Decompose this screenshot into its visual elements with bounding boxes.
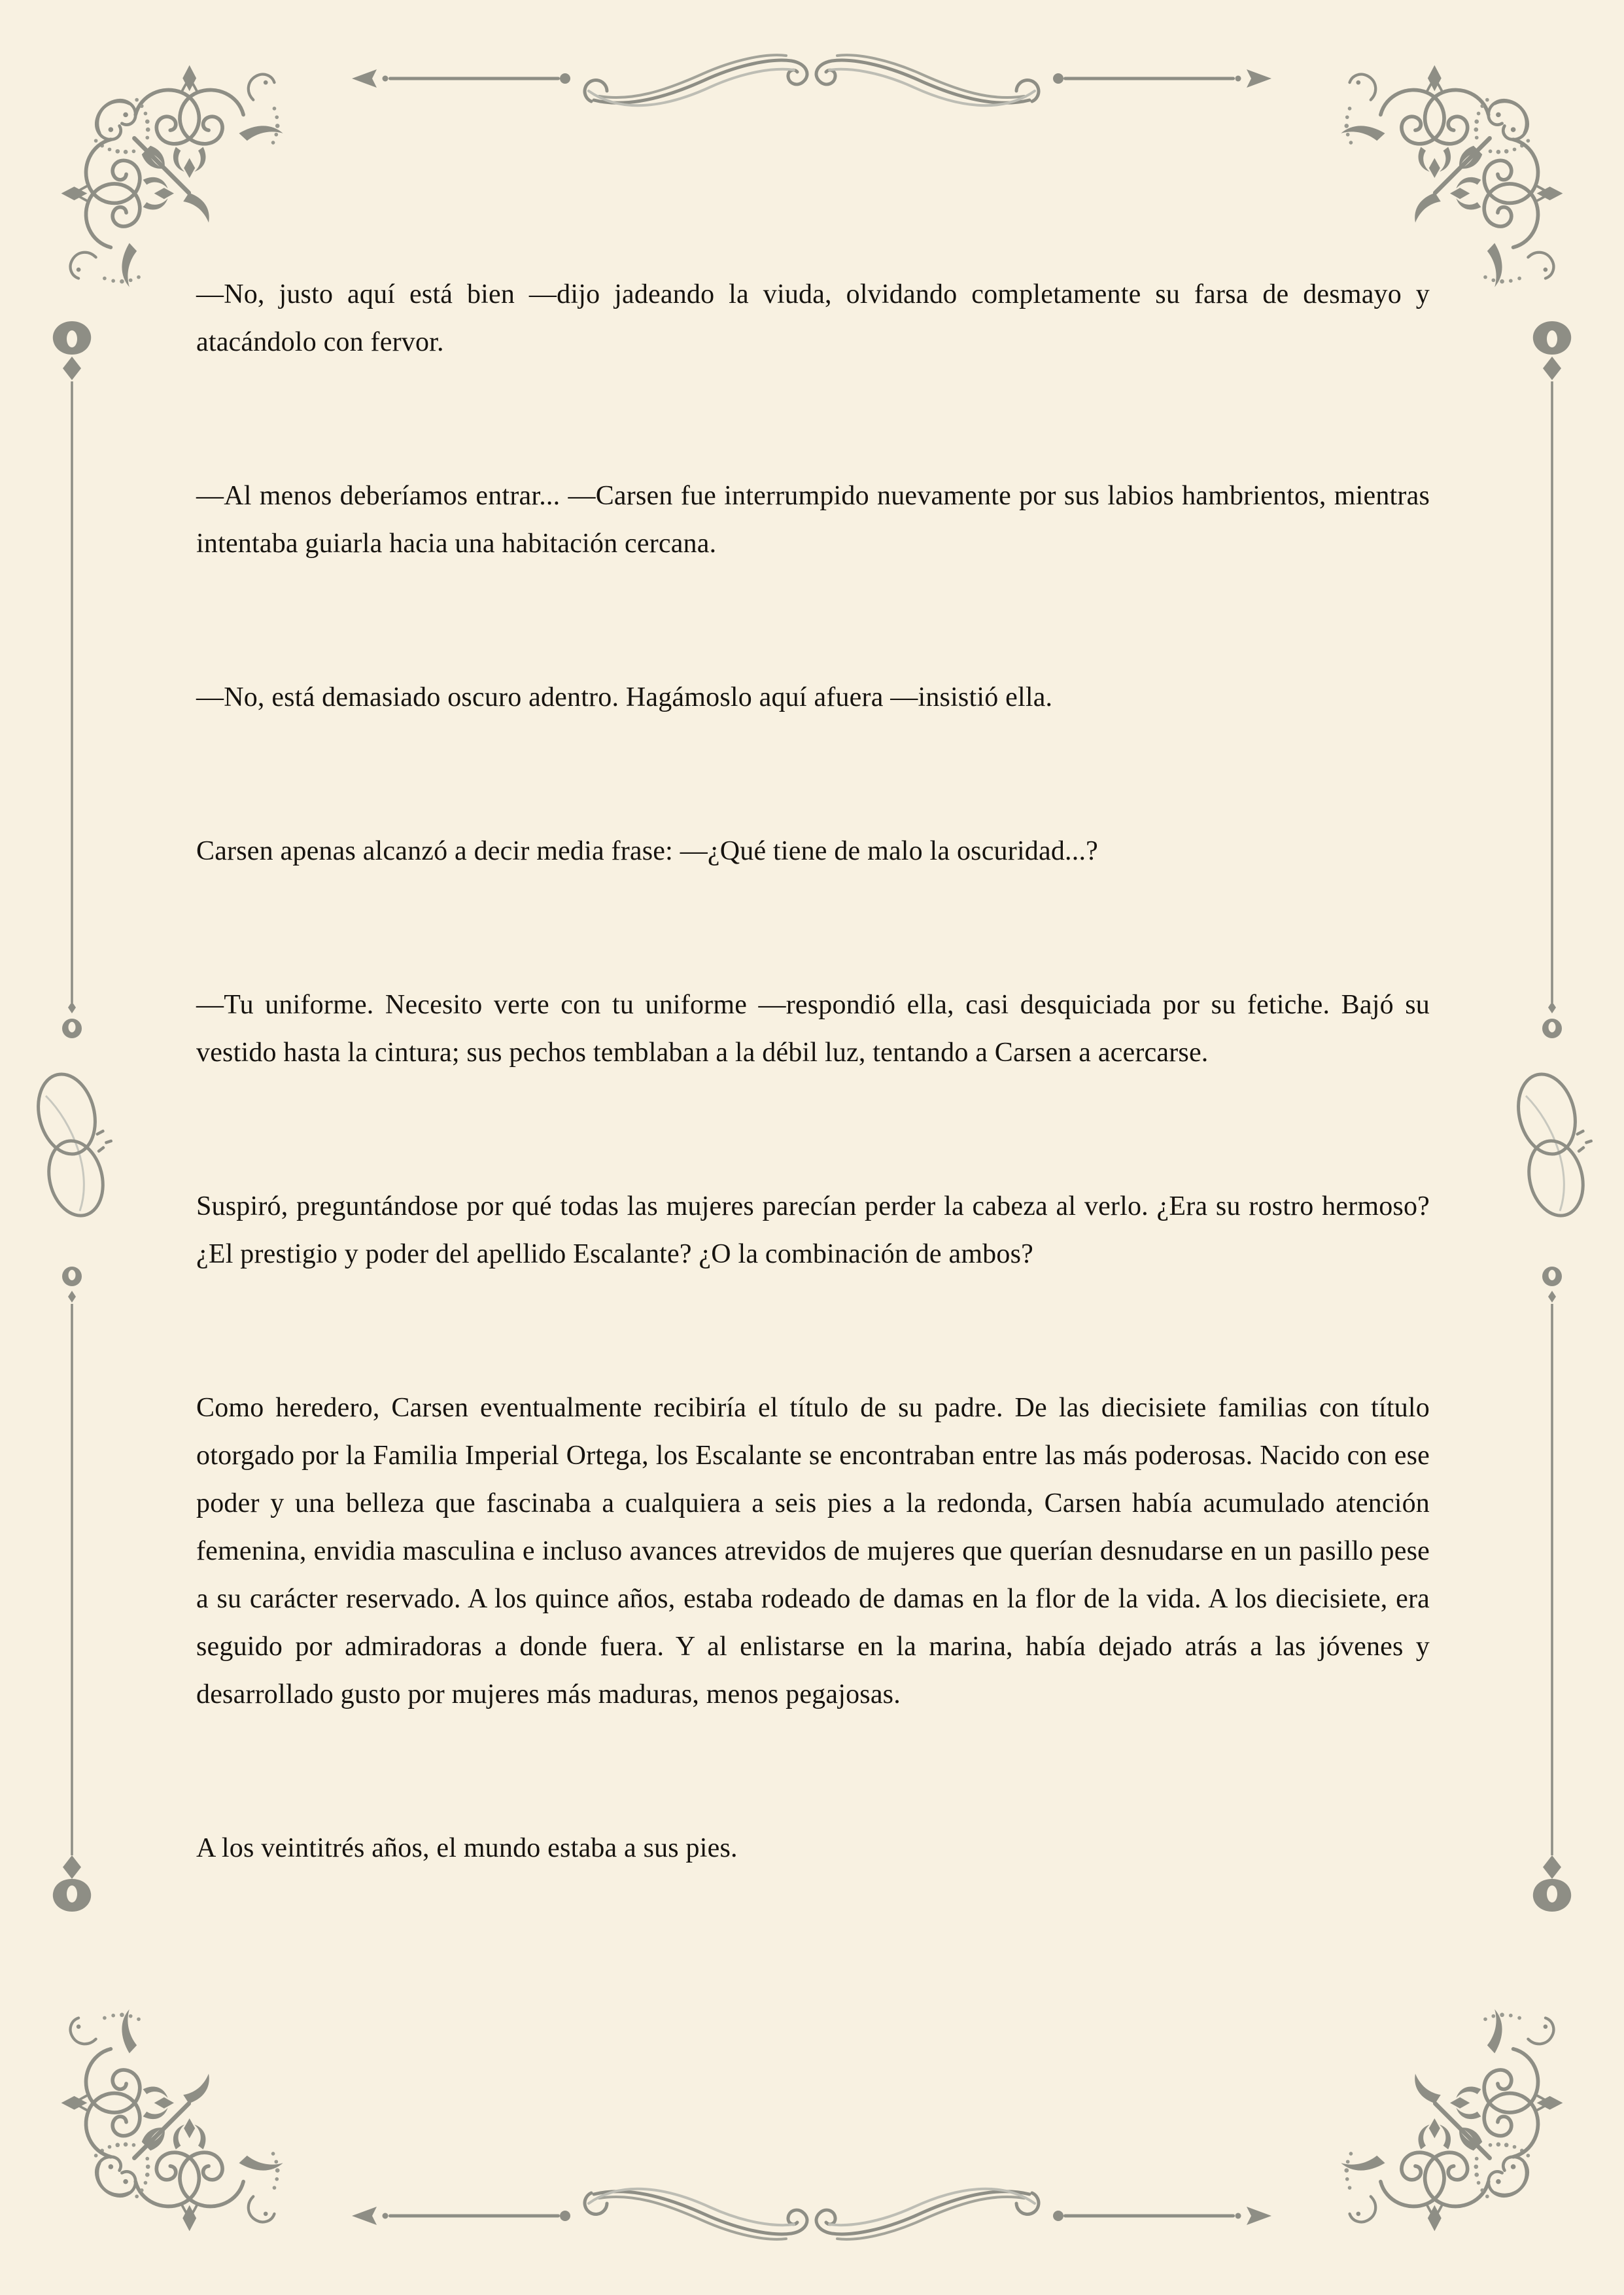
paragraph: —No, está demasiado oscuro adentro. Hagámoslo aquí afuera —insistió ella. xyxy=(196,682,1053,712)
paragraph: —Tu uniforme. Necesito verte con tu uniforme —respondió ella, casi desquiciada por su fetiche. Bajó su vestido hasta la cintura; sus pechos temblaban a la débil luz, tentando a Carsen a acercarse. xyxy=(196,990,1430,1068)
right-lower-rod-ornament-icon xyxy=(1523,1263,1581,1914)
page-text-block xyxy=(196,271,1430,1872)
paragraph: Carsen apenas alcanzó a decir media frase: —¿Qué tiene de malo la oscuridad...? xyxy=(196,836,1098,866)
left-infinity-flourish-icon xyxy=(26,1068,118,1225)
bottom-divider-arrow-swirl-icon xyxy=(351,2179,1273,2253)
paragraph: Como heredero, Carsen eventualmente recibiría el título de su padre. De las diecisiete familias con título otorgado por la Familia Imperial Ortega, los Escalante se encontraban entre las más poderosas. Nacido con ese poder y una belleza que fascinaba a cualquiera a seis pies a la redonda, Carsen había acumulado atención femenina, envidia masculina e incluso avances atrevidos de mujeres que querían desnudarse en un pasillo pese a su carácter reservado. A los quince años, estaba rodeado de damas en la flor de la vida. A los diecisiete, era seguido por admiradoras a donde fuera. Y al enlistarse en la marina, había dejado atrás a las jóvenes y desarrollado gusto por mujeres más maduras, menos pegajosas. xyxy=(196,1393,1430,1709)
paragraph: —Al menos deberíamos entrar... —Carsen fue interrumpido nuevamente por sus labios hambrientos, mientras intentaba guiarla hacia una habitación cercana. xyxy=(196,481,1430,559)
right-upper-rod-ornament-icon xyxy=(1523,319,1581,1045)
corner-flourish-bottom-left-icon xyxy=(56,2001,292,2236)
paragraph: A los veintitrés años, el mundo estaba a sus pies. xyxy=(196,1833,738,1863)
paragraph: —No, justo aquí está bien —dijo jadeando la viuda, olvidando completamente su farsa de desmayo y atacándolo con fervor. xyxy=(196,279,1430,357)
left-lower-rod-ornament-icon xyxy=(43,1263,101,1914)
top-divider-arrow-swirl-icon xyxy=(351,41,1273,116)
right-infinity-flourish-icon xyxy=(1506,1068,1598,1225)
corner-flourish-bottom-right-icon xyxy=(1332,2001,1568,2236)
corner-flourish-top-left-icon xyxy=(56,60,292,296)
left-upper-rod-ornament-icon xyxy=(43,319,101,1045)
paragraph: Suspiró, preguntándose por qué todas las mujeres parecían perder la cabeza al verlo. ¿Era su rostro hermoso? ¿El prestigio y poder del apellido Escalante? ¿O la combinación de ambos? xyxy=(196,1191,1430,1269)
corner-flourish-top-right-icon xyxy=(1332,60,1568,296)
